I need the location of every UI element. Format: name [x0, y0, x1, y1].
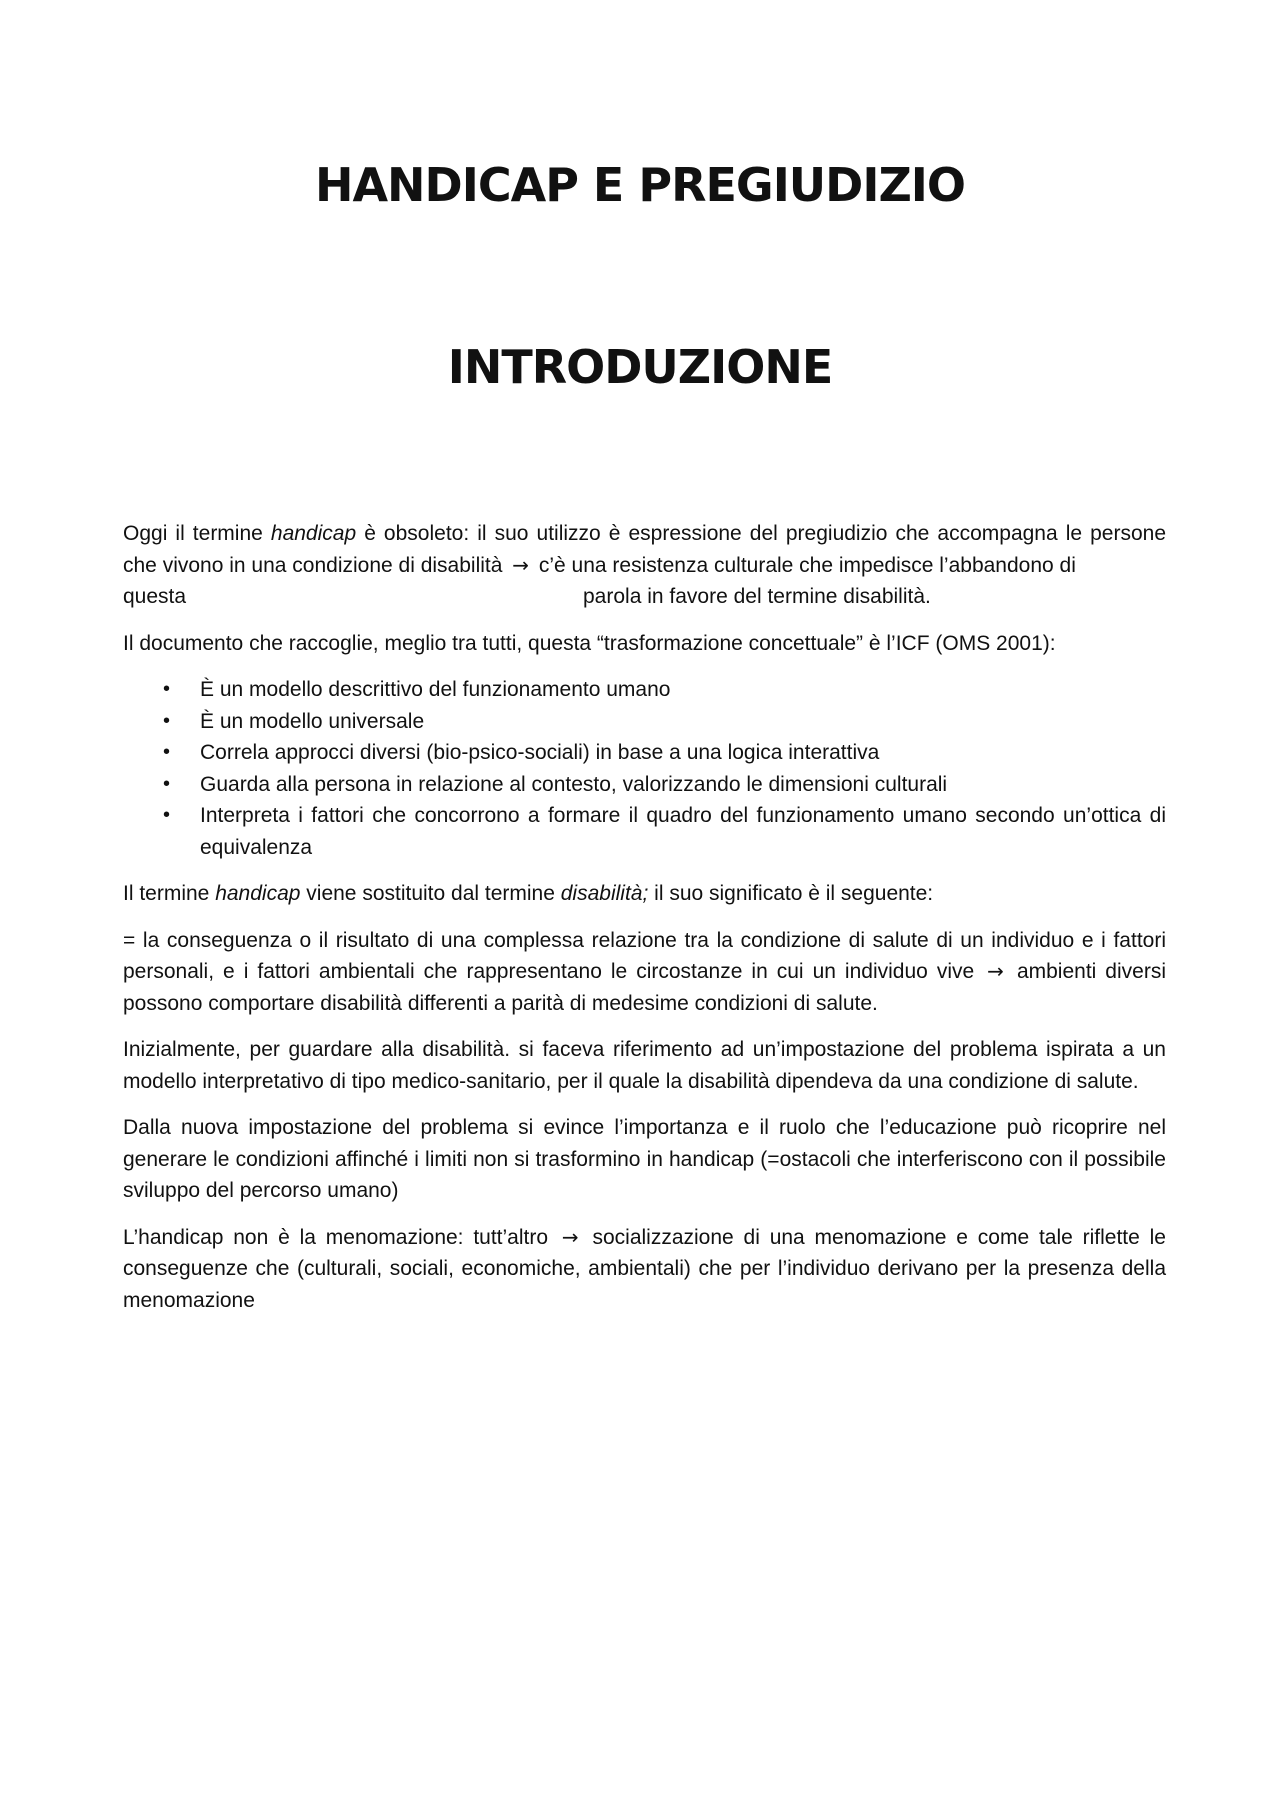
- list-item: [123, 706, 1166, 738]
- paragraph-icf: Il documento che raccoglie, meglio tra tutti, questa “trasformazione concettuale” è l’ICF (OMS 2001):: [123, 631, 1056, 655]
- list-item-text: È un modello universale: [200, 709, 425, 733]
- bullet-icon: •: [163, 678, 171, 700]
- bullet-icon: •: [163, 804, 171, 826]
- document-body: [123, 518, 1166, 1331]
- p1-text-d-right: parola in favore del termine disabilità.: [583, 585, 931, 608]
- list-item: [123, 737, 1166, 769]
- list-item: [123, 674, 1166, 706]
- arrow-right-icon: →: [512, 552, 530, 577]
- list-item-text: Correla approcci diversi (bio-psico-sociali) in base a una logica interattiva: [200, 741, 880, 764]
- list-item-text: È un modello descrittivo del funzionamento umano: [200, 678, 671, 701]
- p1-emphasis-handicap: handicap: [270, 522, 357, 545]
- p1-text-d-left: questa: [123, 585, 187, 608]
- p1-continuation-line: [123, 581, 1166, 613]
- paragraph-definition: [123, 925, 1166, 1020]
- paragraph-handicap-obsolete: [123, 518, 1166, 581]
- paragraph-term-replacement: [123, 878, 1166, 910]
- document-title: HANDICAP E PREGIUDIZIO: [314, 158, 966, 212]
- p4-text-b: ambienti diversi possono comportare disabilità differenti a parità di medesime condizioni di salute.: [123, 960, 1166, 1015]
- list-item-text: Interpreta i fattori che concorrono a formare il quadro del funzionamento umano secondo un’ottica di equivalenza: [200, 804, 1166, 859]
- p3-emphasis-handicap: handicap: [215, 882, 301, 905]
- bullet-icon: •: [163, 772, 171, 795]
- p3-text-b: viene sostituito dal termine: [300, 882, 561, 905]
- icf-bullet-list: [123, 674, 1166, 863]
- arrow-right-icon: →: [987, 959, 1004, 983]
- paragraph-handicap-not-impairment: [123, 1222, 1166, 1317]
- list-item: [123, 800, 1166, 863]
- p1-text-a: Oggi il termine: [123, 522, 271, 545]
- p3-text-c: il suo significato è il seguente:: [648, 882, 934, 905]
- bullet-icon: •: [163, 741, 171, 763]
- p1-text-b: è obsoleto: il suo utilizzo è espressione del pregiudizio che accompagna le persone che vivono in una condizione di disabilità: [123, 522, 1167, 577]
- p7-text-b: socializzazione di una menomazione e come tale riflette le conseguenze che (culturali, sociali, economiche, ambientali) che per l’individuo derivano per la presenza della menomazione: [123, 1225, 1166, 1312]
- arrow-right-icon: →: [561, 1224, 579, 1249]
- list-item: [123, 769, 1166, 801]
- p4-text-a: = la conseguenza o il risultato di una complessa relazione tra la condizione di salute di un individuo e i fattori personali, e i fattori ambientali che rappresentano le circostanze in cui un individuo vive: [123, 928, 1166, 983]
- list-item-text: Guarda alla persona in relazione al contesto, valorizzando le dimensioni culturali: [200, 772, 948, 796]
- paragraph-education-role: Dalla nuova impostazione del problema si evince l’importanza e il ruolo che l’educazione può ricoprire nel generare le condizioni affinché i limiti non si trasformino in handicap (=ostacoli che interferiscono con il possibile sviluppo del percorso umano): [123, 1116, 1166, 1202]
- p3-text-a: Il termine: [123, 882, 216, 905]
- section-title: INTRODUZIONE: [447, 340, 833, 394]
- p3-emphasis-disabilita: disabilità;: [560, 882, 649, 905]
- p7-text-a: L’handicap non è la menomazione: tutt’altro: [123, 1225, 549, 1249]
- paragraph-medical-model: Inizialmente, per guardare alla disabilità. si faceva riferimento ad un’impostazione del problema ispirata a un modello interpretativo di tipo medico-sanitario, per il quale la disabilità dipendeva da una condizione di salute.: [123, 1038, 1166, 1093]
- p1-text-c: c’è una resistenza culturale che impedisce l’abbandono di: [538, 553, 1076, 577]
- bullet-icon: •: [163, 709, 171, 732]
